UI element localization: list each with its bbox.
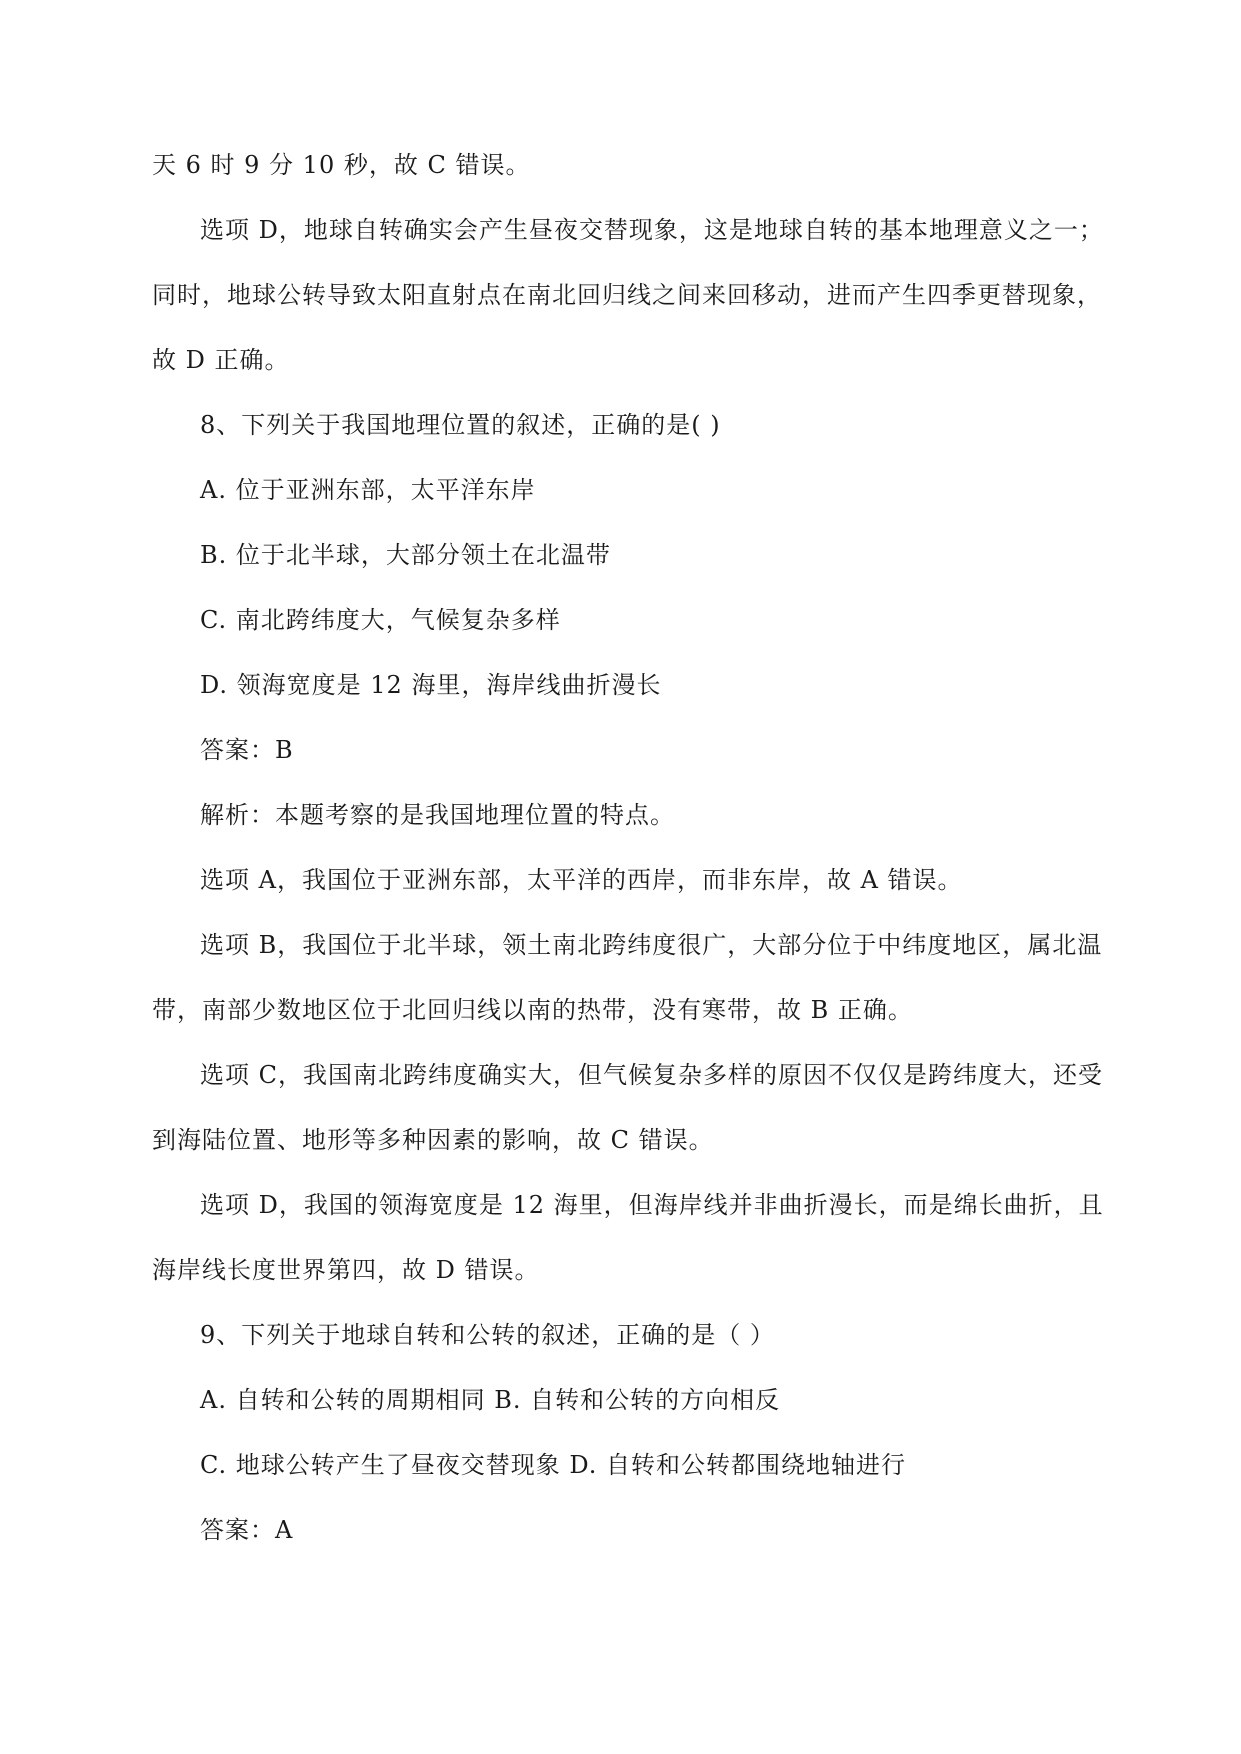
- text-line: 选项 D，地球自转确实会产生昼夜交替现象，这是地球自转的基本地理意义之一；: [200, 216, 1104, 244]
- text-line: 选项 D，我国的领海宽度是 12 海里，但海岸线并非曲折漫长，而是绵长曲折，且: [200, 1191, 1104, 1219]
- options-cd: C. 地球公转产生了昼夜交替现象 D. 自转和公转都围绕地轴进行: [200, 1451, 907, 1479]
- text-line: 海岸线长度世界第四，故 D 错误。: [152, 1256, 540, 1284]
- options-ab: A. 自转和公转的周期相同 B. 自转和公转的方向相反: [200, 1386, 781, 1414]
- text-line: 选项 B，我国位于北半球，领土南北跨纬度很广，大部分位于中纬度地区，属北温: [200, 931, 1103, 959]
- text-line: 同时，地球公转导致太阳直射点在南北回归线之间来回移动，进而产生四季更替现象，: [152, 281, 1102, 309]
- text-line: 天 6 时 9 分 10 秒，故 C 错误。: [152, 151, 531, 179]
- text-line: 故 D 正确。: [152, 346, 290, 374]
- answer: 答案：B: [200, 736, 294, 764]
- question-8: 8、下列关于我国地理位置的叙述，正确的是( ): [200, 411, 721, 439]
- analysis: 解析：本题考察的是我国地理位置的特点。: [200, 801, 675, 829]
- text-line: 带，南部少数地区位于北回归线以南的热带，没有寒带，故 B 正确。: [152, 996, 913, 1024]
- text-line: 到海陆位置、地形等多种因素的影响，故 C 错误。: [152, 1126, 714, 1154]
- option-c: C. 南北跨纬度大，气候复杂多样: [200, 606, 561, 634]
- answer: 答案：A: [200, 1516, 294, 1544]
- option-b: B. 位于北半球，大部分领土在北温带: [200, 541, 611, 569]
- question-9: 9、下列关于地球自转和公转的叙述，正确的是（ ）: [200, 1321, 775, 1349]
- text-line: 选项 C，我国南北跨纬度确实大，但气候复杂多样的原因不仅仅是跨纬度大，还受: [200, 1061, 1103, 1089]
- option-a: A. 位于亚洲东部，太平洋东岸: [200, 476, 536, 504]
- option-d: D. 领海宽度是 12 海里，海岸线曲折漫长: [200, 671, 662, 699]
- text-line: 选项 A，我国位于亚洲东部，太平洋的西岸，而非东岸，故 A 错误。: [200, 866, 963, 894]
